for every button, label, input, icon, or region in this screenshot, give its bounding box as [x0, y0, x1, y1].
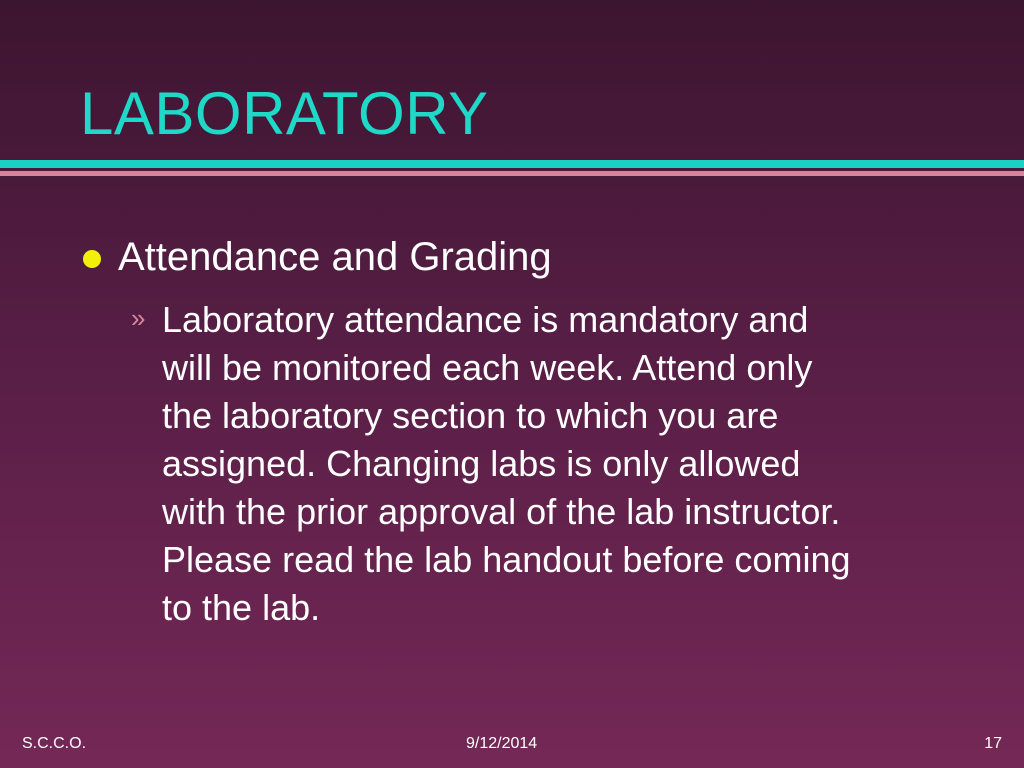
sub-bullet-line: Laboratory attendance is mandatory and [162, 299, 809, 340]
sub-bullet-line: the laboratory section to which you are [162, 395, 779, 436]
footer-organization: S.C.C.O. [22, 735, 87, 752]
bullet-dot-icon [83, 250, 101, 268]
sub-bullet-text [162, 296, 962, 632]
sub-bullet-line: will be monitored each week. Attend only [162, 347, 813, 388]
footer-slide-number: 17 [984, 735, 1002, 752]
footer-date: 9/12/2014 [466, 735, 538, 752]
sub-bullet-line: Please read the lab handout before coming [162, 539, 851, 580]
title-divider-primary [0, 160, 1024, 168]
slide-title: LABORATORY [80, 80, 489, 147]
sub-bullet-line: with the prior approval of the lab instructor. [162, 491, 841, 532]
sub-bullet-line: assigned. Changing labs is only allowed [162, 443, 801, 484]
sub-bullet-line: to the lab. [162, 587, 321, 628]
title-divider-secondary [0, 171, 1024, 176]
sub-bullet-marker-icon: » [131, 303, 146, 333]
bullet-heading: Attendance and Grading [118, 235, 552, 279]
